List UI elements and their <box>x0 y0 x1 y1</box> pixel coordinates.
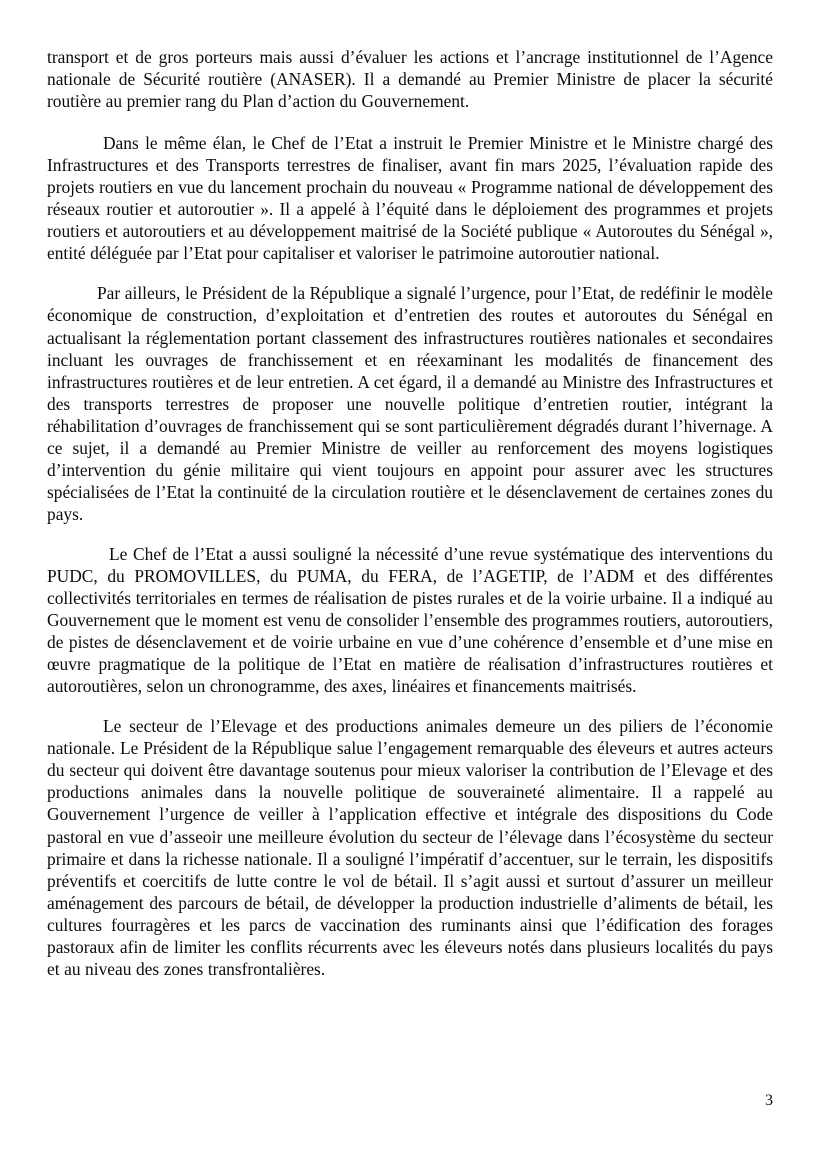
paragraph-2: Dans le même élan, le Chef de l’Etat a instruit le Premier Ministre et le Ministre chargé des Infrastructures et des Transports terrestres de finaliser, avant fin mars 2025, l’évaluation rapide des projets routiers en vue du lancement prochain du nouveau « Programme national de développement des réseaux routier et autoroutier ». Il a appelé à l’équité dans le déploiement des programmes et projets routiers et autoroutiers et au développement maitrisé de la Société publique « Autoroutes du Sénégal », entité déléguée par l’Etat pour capitaliser et valoriser le patrimoine autoroutier national. <box>47 133 773 264</box>
paragraph-3: Par ailleurs, le Président de la République a signalé l’urgence, pour l’Etat, de redéfinir le modèle économique de construction, d’exploitation et d’entretien des routes et autoroutes du Sénégal en actualisant la réglementation portant classement des infrastructures routières nationales et secondaires incluant les ouvrages de franchissement et en réexaminant les modalités de financement des infrastructures routières et de leur entretien. A cet égard, il a demandé au Ministre des Infrastructures et des transports terrestres de proposer une nouvelle politique d’entretien routier, intégrant la réhabilitation d’ouvrages de franchissement qui se sont particulièrement dégradés durant l’hivernage. A ce sujet, il a demandé au Premier Ministre de veiller au renforcement des moyens logistiques d’intervention du génie militaire qui vient toujours en appoint pour assurer avec les structures spécialisées de l’Etat la continuité de la circulation routière et le désenclavement de certaines zones du pays. <box>47 283 773 524</box>
paragraph-5: Le secteur de l’Elevage et des productions animales demeure un des piliers de l’économie nationale. Le Président de la République salue l’engagement remarquable des éleveurs et autres acteurs du secteur qui doivent être davantage soutenus pour mieux valoriser la contribution de l’Elevage et des productions animales dans la nouvelle politique de souveraineté alimentaire. Il a rappelé au Gouvernement l’urgence de veiller à l’application effective et intégrale des dispositions du Code pastoral en vue d’asseoir une meilleure évolution du secteur de l’élevage dans l’écosystème du secteur primaire et dans la richesse nationale. Il a souligné l’impératif d’accentuer, sur le terrain, les dispositifs préventifs et coercitifs de lutte contre le vol de bétail. Il s’agit aussi et surtout d’assurer un meilleur aménagement des parcours de bétail, de développer la production industrielle d’aliments de bétail, les cultures fourragères et les parcs de vaccination des ruminants ainsi que l’édification des forages pastoraux afin de limiter les conflits récurrents avec les éleveurs notés dans plusieurs localités du pays et au niveau des zones transfrontalières. <box>47 716 773 979</box>
page-number: 3 <box>765 1092 773 1109</box>
document-body <box>47 46 773 980</box>
paragraph-4: Le Chef de l’Etat a aussi souligné la nécessité d’une revue systématique des interventions du PUDC, du PROMOVILLES, du PUMA, du FERA, de l’AGETIP, de l’ADM et des différentes collectivités territoriales en termes de réalisation de pistes rurales et de la voirie urbaine. Il a indiqué au Gouvernement que le moment est venu de consolider l’ensemble des programmes routiers, autoroutiers, de pistes de désenclavement et de voirie urbaine en vue d’une cohérence d’ensemble et d’une mise en œuvre pragmatique de la politique de l’Etat en matière de réalisation d’infrastructures routières et autoroutières, selon un chronogramme, des axes, linéaires et financements maitrisés. <box>47 543 773 697</box>
paragraph-1: transport et de gros porteurs mais aussi d’évaluer les actions et l’ancrage institutionnel de l’Agence nationale de Sécurité routière (ANASER). Il a demandé au Premier Ministre de placer la sécurité routière au premier rang du Plan d’action du Gouvernement. <box>47 47 773 112</box>
